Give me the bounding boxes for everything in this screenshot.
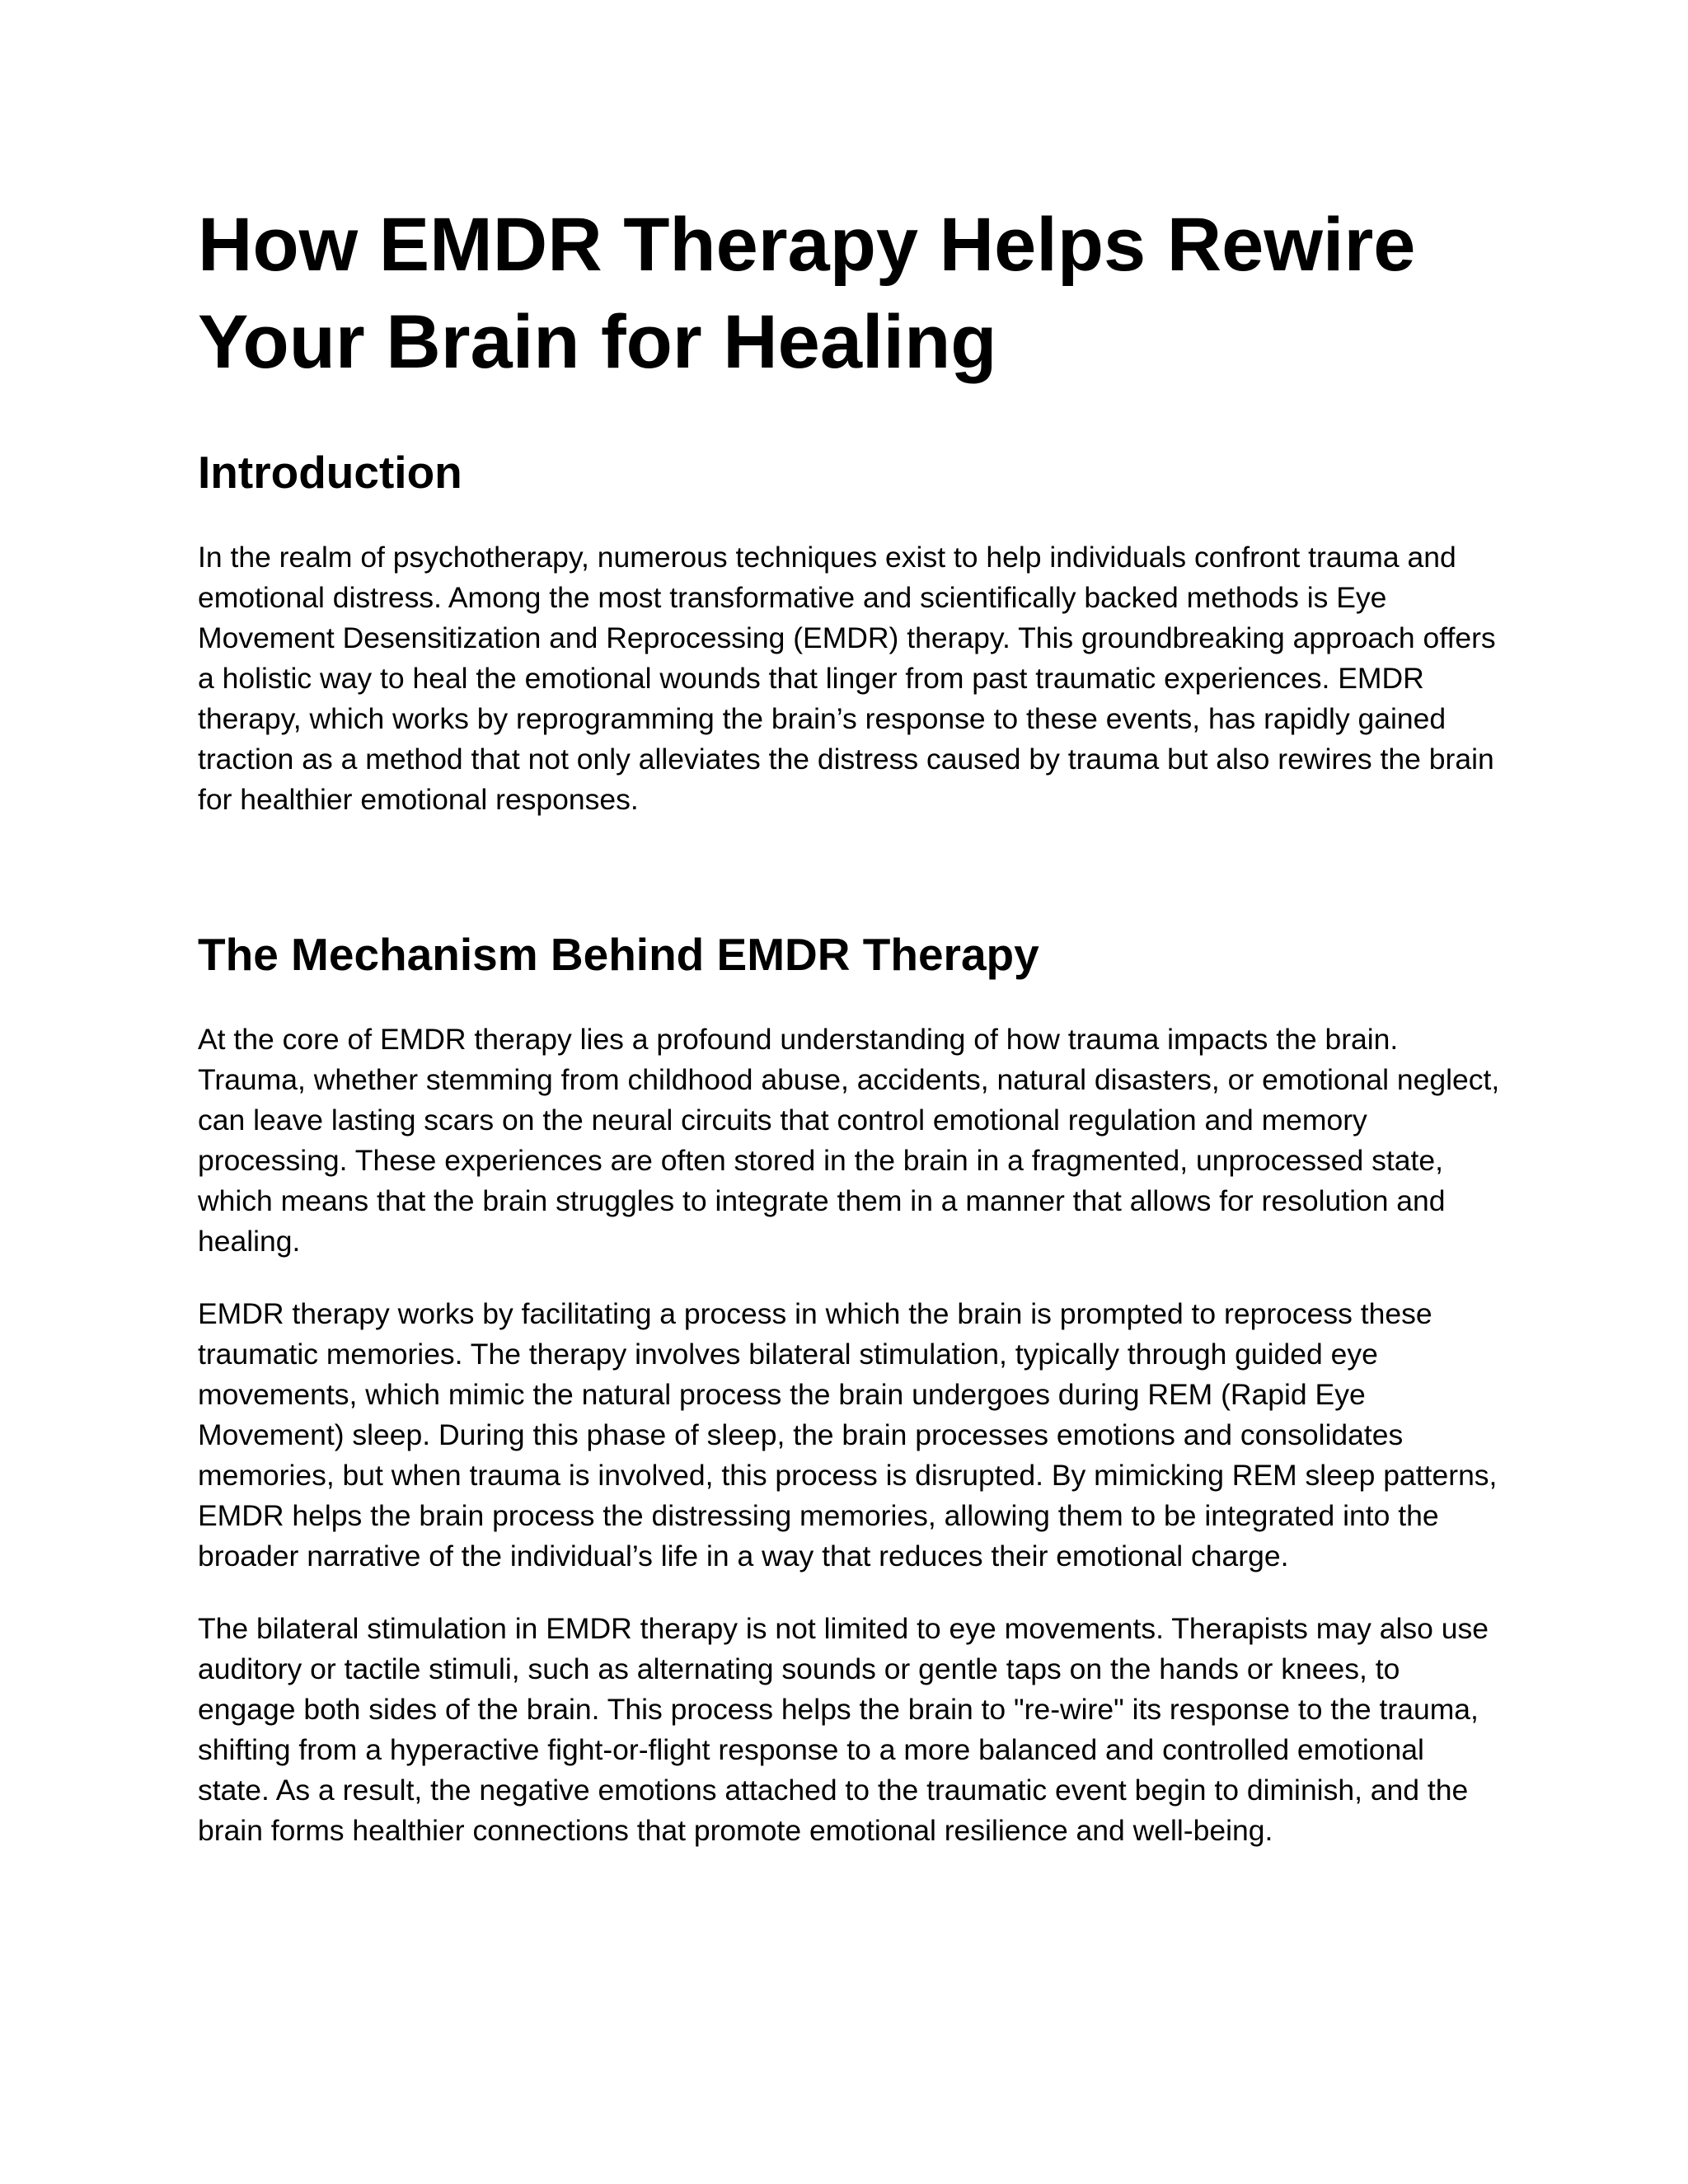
document-title: How EMDR Therapy Helps Rewire Your Brain for Healing: [198, 203, 1416, 384]
intro-paragraph: In the realm of psychotherapy, numerous techniques exist to help individuals confront trauma and emotional distress. Among the most transformative and scientifically backed methods is Eye Movement Desensitization and Reprocessing (EMDR) therapy. This groundbreaking approach offers a holistic way to heal the emotional wounds that linger from past traumatic experiences. EMDR therapy, which works by reprogramming the brain’s response to these events, has rapidly gained traction as a method that not only alleviates the distress caused by trauma but also rewires the brain for healthier emotional responses.: [198, 541, 1496, 816]
mechanism-paragraph-2: EMDR therapy works by facilitating a process in which the brain is prompted to reprocess these traumatic memories. The therapy involves bilateral stimulation, typically through guided eye movements, which mimic the natural process the brain undergoes during REM (Rapid Eye Movement) sleep. During this phase of sleep, the brain processes emotions and consolidates memories, but when trauma is involved, this process is disrupted. By mimicking REM sleep patterns, EMDR helps the brain process the distressing memories, allowing them to be integrated into the broader narrative of the individual’s life in a way that reduces their emotional charge.: [198, 1297, 1498, 1572]
section-heading-introduction: Introduction: [198, 447, 462, 498]
mechanism-paragraph-1: At the core of EMDR therapy lies a profound understanding of how trauma impacts the brain. Trauma, whether stemming from childhood abuse, accidents, natural disasters, or emotional neglect, can leave lasting scars on the neural circuits that control emotional regulation and memory processing. These experiences are often stored in the brain in a fragmented, unprocessed state, which means that the brain struggles to integrate them in a manner that allows for resolution and healing.: [198, 1023, 1500, 1258]
document-page: [198, 196, 1500, 1851]
section-heading-mechanism: The Mechanism Behind EMDR Therapy: [198, 929, 1039, 980]
mechanism-paragraph-3: The bilateral stimulation in EMDR therapy is not limited to eye movements. Therapists may also use auditory or tactile stimuli, such as alternating sounds or gentle taps on the hands or knees, to engage both sides of the brain. This process helps the brain to "re-wire" its response to the trauma, shifting from a hyperactive fight-or-flight response to a more balanced and controlled emotional state. As a result, the negative emotions attached to the traumatic event begin to diminish, and the brain forms healthier connections that promote emotional resilience and well-being.: [198, 1612, 1489, 1847]
